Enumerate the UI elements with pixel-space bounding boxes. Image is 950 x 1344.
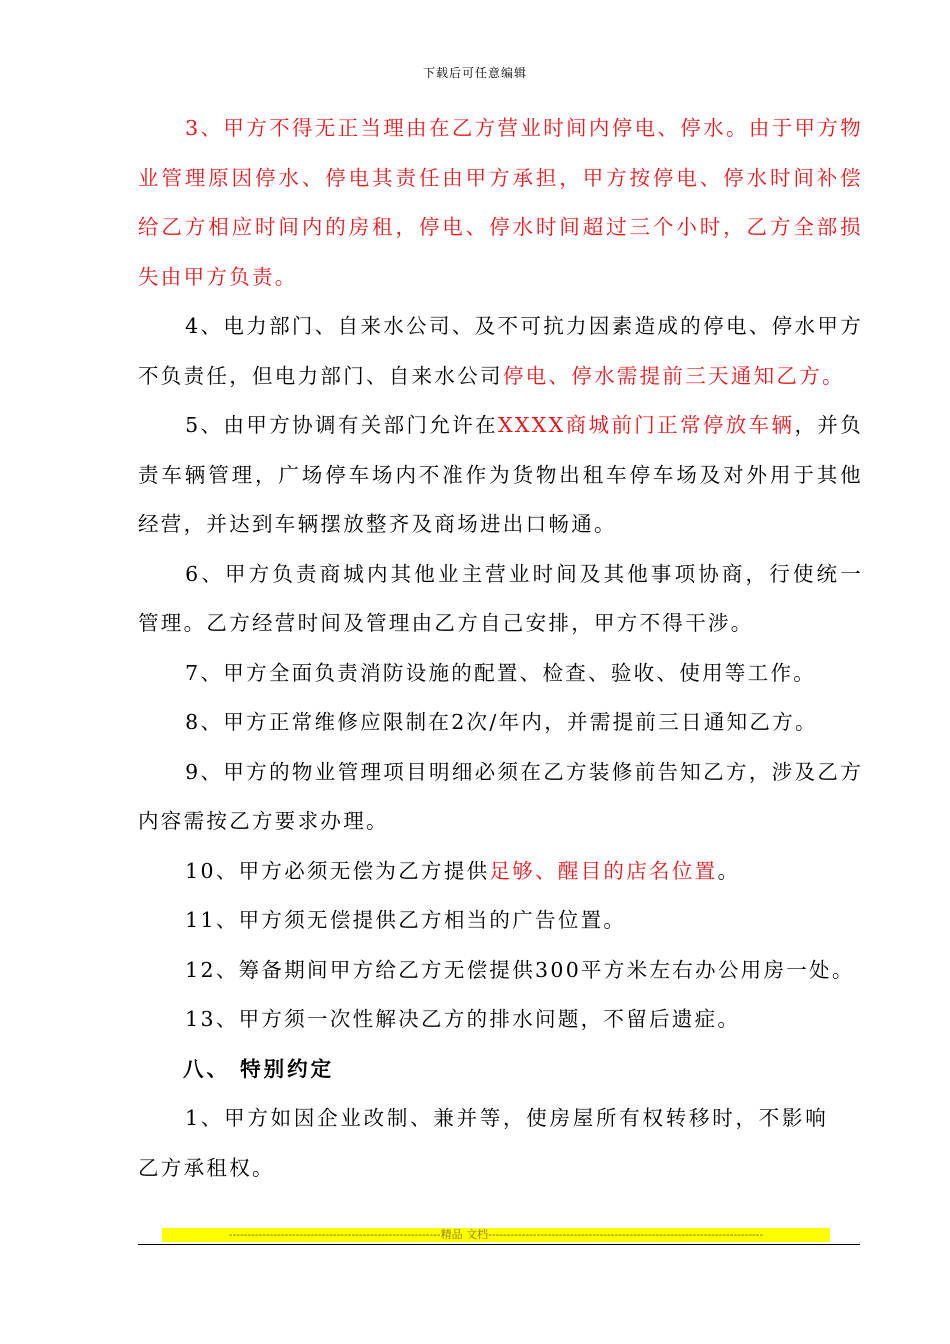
clause-4-highlight: 停电、停水需提前三天通知乙方。 [502,363,845,388]
clause-13: 13、甲方须一次性解决乙方的排水问题，不留后遗症。 [185,1007,741,1031]
clause-9: 9、甲方的物业管理项目明细必须在乙方装修前告知乙方，涉及乙方内容需按乙方要求办理。 [138,759,863,833]
clause-10-highlight: 足够、醒目的店名位置 [489,858,718,883]
clause-8: 8、甲方正常维修应限制在2次/年内，并需提前三日通知乙方。 [185,710,818,734]
page-header: 下载后可任意编辑 [422,66,527,80]
footer-dashes-right: -------------------------------------------------------------------------- [488,1228,764,1241]
clause-3: 3、甲方不得无正当理由在乙方营业时间内停电、停水。由于甲方物业管理原因停水、停电其责任由甲方承担，甲方按停电、停水时间补偿给乙方相应时间内的房租，停电、停水时间超过三个小时，乙方全部损失由甲方负责。 [138,116,863,289]
clause-10-text-a: 10、甲方必须无偿为乙方提供 [185,858,490,883]
clause-5-text-a: 5、由甲方协调有关部门允许在 [185,413,498,437]
clause-5-highlight: XXXX商城前门正常停放车辆 [497,413,795,437]
footer-watermark-bar [162,1228,830,1242]
clause-10 [138,847,863,897]
clause-12: 12、筹备期间甲方给乙方无偿提供300平方米左右办公用房一处。 [185,957,855,982]
clause-6: 6、甲方负责商城内其他业主营业时间及其他事项协商，行使统一 管理。乙方经营时间及管理由乙方自己安排，甲方不得干涉。 [138,561,863,635]
section-heading-8: 八、 特别约定 [183,1056,335,1081]
footer-dashes-left: --------------------------------------------------------- [228,1228,441,1241]
footer-divider [138,1244,860,1245]
clause-5-text-b: ，并负责车辆管理，广场停车场内不准作为货物出租车停车场及对外用于其他经营，并达到车辆摆放整齐及商场进出口畅通。 [138,413,863,536]
clause-5 [138,401,863,550]
clause-4 [138,302,863,401]
document-body [138,104,863,1193]
clause-4-text: 4、电力部门、自来水公司、及不可抗力因素造成的停电、停水甲方不负责任，但电力部门、自来水公司 [138,314,863,388]
clause-10-text-b: 。 [717,858,741,883]
clause-11: 11、甲方须无偿提供乙方相当的广告位置。 [185,908,627,932]
footer-label: 精品 文档 [440,1228,489,1241]
section-8-clause-1: 1、甲方如因企业改制、兼并等，使房屋所有权转移时，不影响乙方承租权。 [138,1106,828,1180]
clause-7: 7、甲方全面负责消防设施的配置、检查、验收、使用等工作。 [185,660,817,685]
